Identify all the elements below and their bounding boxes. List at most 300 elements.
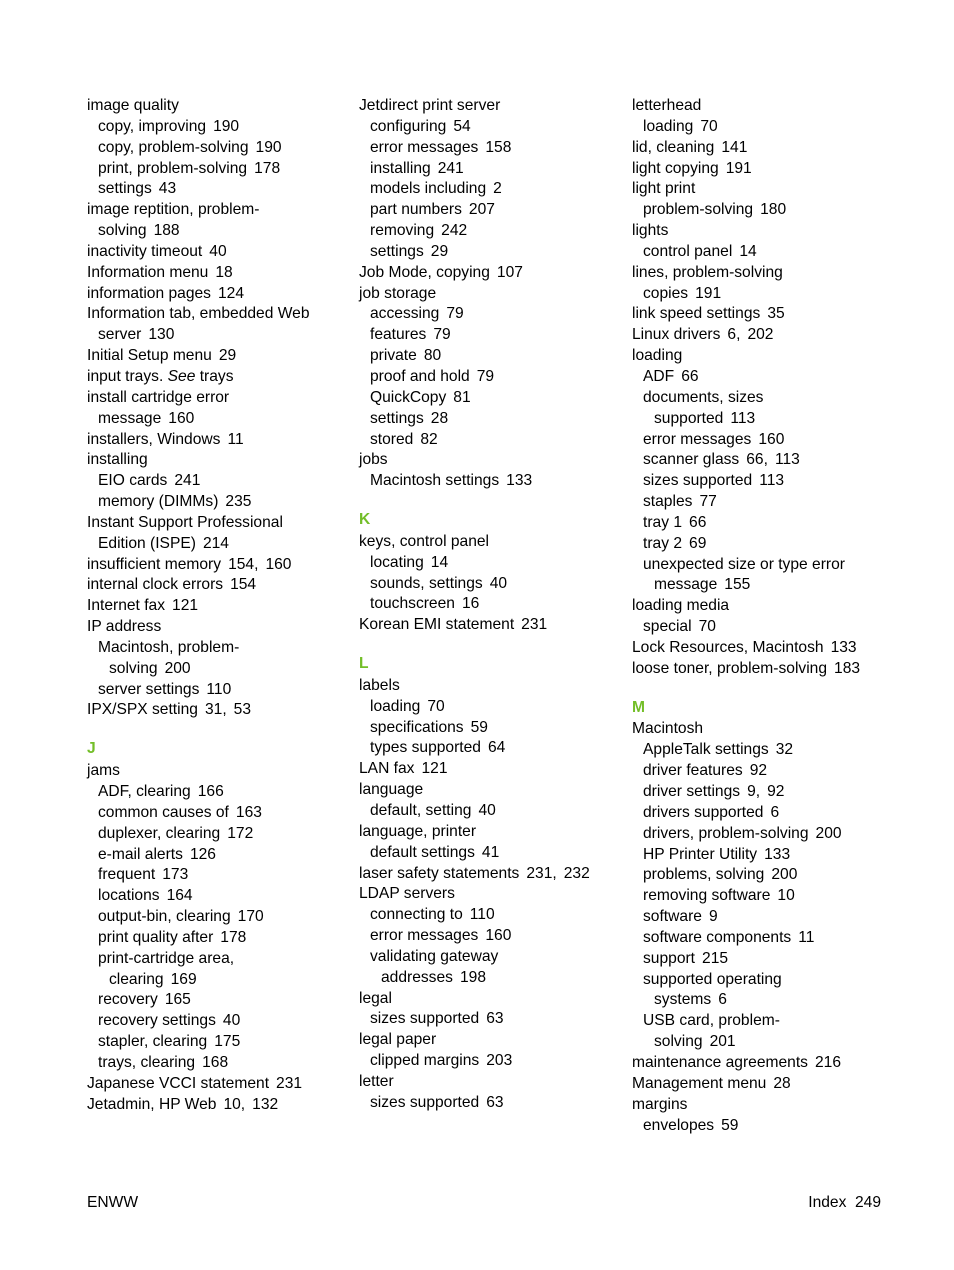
page-number: 92 [749, 762, 768, 780]
index-entry [632, 1011, 894, 1053]
index-entry [87, 1074, 349, 1095]
index-entry [359, 1030, 621, 1051]
term-text: error messages [370, 138, 479, 156]
index-term [87, 367, 349, 388]
page-number: 241 [437, 159, 464, 177]
index-term [87, 304, 349, 325]
see-reference-target: trays [199, 367, 234, 385]
index-term [632, 159, 894, 180]
index-entry [87, 179, 349, 200]
index-entry [632, 865, 894, 886]
index-term [359, 96, 621, 117]
term-text: models including [370, 180, 487, 198]
index-entry [632, 367, 894, 388]
index-entry [632, 596, 894, 617]
index-entry [632, 179, 894, 200]
index-term [87, 638, 349, 659]
page-number: 54 [453, 117, 471, 135]
index-entry [359, 697, 621, 718]
term-text: sizes supported [370, 1010, 480, 1028]
term-text: LAN fax [359, 760, 415, 778]
index-term [632, 325, 894, 346]
index-column-3 [632, 96, 894, 1136]
index-term [87, 159, 349, 180]
page-number: 124 [217, 284, 245, 302]
term-text: inactivity timeout [87, 242, 203, 260]
index-term [359, 532, 621, 553]
page-number: 41 [481, 843, 500, 861]
page-number: 160 [265, 555, 292, 573]
index-entry [359, 801, 621, 822]
term-text: light print [632, 180, 696, 198]
term-text: memory (DIMMs) [98, 493, 219, 511]
page-number: 133 [506, 472, 533, 490]
index-entry [87, 680, 349, 701]
index-term [632, 845, 894, 866]
page-number: 9, [747, 783, 761, 800]
index-term [87, 179, 349, 200]
index-entry [359, 532, 621, 553]
index-entry [87, 824, 349, 845]
index-term [632, 617, 894, 638]
term-text: light copying [632, 159, 719, 177]
index-entry [87, 138, 349, 159]
index-term [359, 1030, 621, 1051]
term-text: supported operating [643, 970, 782, 988]
term-text: Instant Support Professional [87, 513, 283, 531]
index-entry [87, 492, 349, 513]
index-entry [359, 200, 621, 221]
term-text: information pages [87, 284, 211, 302]
index-term [632, 221, 894, 242]
index-entry [359, 926, 621, 947]
index-entry [359, 947, 621, 989]
term-text: software [643, 908, 702, 926]
index-column-1 [87, 96, 349, 1116]
index-entry [632, 803, 894, 824]
page-number: 198 [459, 968, 486, 986]
page-number: 191 [725, 159, 752, 177]
page-number: 207 [468, 201, 495, 219]
term-text: software components [643, 928, 792, 946]
index-entry [87, 865, 349, 886]
term-text: Job Mode, copying [359, 263, 490, 281]
footer-publisher-code: ENWW [87, 1194, 139, 1211]
index-term-continuation [632, 575, 894, 596]
term-text: letter [359, 1072, 394, 1090]
term-text: ADF [643, 367, 675, 385]
index-term [87, 761, 349, 782]
term-text: lights [632, 222, 669, 240]
page-number: 132 [252, 1095, 279, 1113]
index-term [632, 865, 894, 886]
index-term-continuation [632, 990, 894, 1011]
index-entry [359, 574, 621, 595]
index-term [359, 1093, 621, 1114]
page-number: 40 [222, 1012, 241, 1030]
index-entry [87, 575, 349, 596]
index-term [632, 534, 894, 555]
term-text: solving [654, 1033, 703, 1051]
index-entry [632, 1116, 894, 1137]
term-text: problem-solving [643, 201, 754, 219]
index-term [87, 907, 349, 928]
index-entry [632, 346, 894, 367]
index-entry [359, 304, 621, 325]
term-text: configuring [370, 117, 447, 135]
index-term [87, 284, 349, 305]
page-number: 133 [764, 845, 791, 863]
page-number: 40 [478, 802, 496, 819]
term-text: documents, sizes [643, 388, 764, 406]
term-text: locations [98, 887, 160, 905]
page-number: 215 [702, 949, 729, 967]
page-number: 32 [775, 741, 794, 759]
index-term [359, 263, 621, 284]
footer-page-number: 249 [854, 1194, 881, 1211]
index-term [632, 928, 894, 949]
index-term [359, 221, 621, 242]
index-entry [359, 884, 621, 905]
index-term [359, 430, 621, 451]
term-text: install cartridge error [87, 388, 230, 406]
index-term [632, 740, 894, 761]
index-entry [87, 782, 349, 803]
index-term [87, 263, 349, 284]
index-term-continuation [87, 659, 349, 680]
index-letter-heading: K [359, 511, 371, 529]
index-entry [359, 96, 621, 117]
term-text: frequent [98, 866, 156, 884]
index-entry [359, 117, 621, 138]
page-number: 169 [170, 970, 197, 988]
page-number: 14 [430, 553, 449, 571]
index-term [632, 1116, 894, 1137]
index-term [632, 304, 894, 325]
index-term [87, 596, 349, 617]
index-term-continuation [87, 534, 349, 555]
term-text: image quality [87, 97, 179, 114]
index-term [632, 1074, 894, 1095]
page-number: 92 [767, 783, 785, 800]
term-text: solving [109, 659, 158, 677]
index-entry [359, 989, 621, 1010]
term-text: print, problem-solving [98, 159, 248, 177]
page-number: 190 [255, 138, 282, 156]
index-entry [632, 824, 894, 845]
term-text: settings [98, 180, 152, 198]
index-entry [359, 409, 621, 430]
page-number: 59 [721, 1116, 739, 1134]
term-text: driver settings [643, 783, 741, 800]
term-text: lid, cleaning [632, 138, 715, 156]
index-entry [632, 845, 894, 866]
index-entry [632, 388, 894, 430]
index-entry [632, 907, 894, 928]
index-term [632, 346, 894, 367]
term-text: keys, control panel [359, 532, 490, 550]
term-text: Edition (ISPE) [98, 534, 196, 552]
index-term [359, 574, 621, 595]
index-entry [632, 325, 894, 346]
page-number: 77 [699, 493, 717, 511]
index-entry [87, 1032, 349, 1053]
page-number: 200 [815, 824, 842, 842]
index-entry [359, 843, 621, 864]
term-text: unexpected size or type error [643, 555, 845, 573]
index-term [87, 96, 349, 117]
index-entry [87, 200, 349, 242]
index-entry [87, 638, 349, 680]
page-number: 64 [487, 739, 506, 757]
index-term [87, 430, 349, 451]
index-entry [359, 221, 621, 242]
page-number: 183 [834, 659, 861, 677]
index-entry [632, 928, 894, 949]
term-text: default, setting [370, 802, 472, 819]
index-entry [87, 388, 349, 430]
term-text: loading [370, 697, 421, 715]
index-term [359, 594, 621, 615]
term-text: drivers supported [643, 803, 764, 821]
index-entry [87, 284, 349, 305]
term-text: scanner glass [643, 451, 740, 469]
term-text: legal paper [359, 1031, 437, 1049]
index-term [359, 138, 621, 159]
index-term [359, 676, 621, 697]
index-term [87, 575, 349, 596]
page-number: 113 [730, 409, 756, 427]
index-entry [359, 138, 621, 159]
index-entry [359, 676, 621, 697]
index-entry [632, 242, 894, 263]
index-entry [87, 1053, 349, 1074]
index-term [87, 1074, 349, 1095]
term-text: accessing [370, 305, 440, 323]
index-entry [87, 1095, 349, 1116]
term-text: tray 2 [643, 534, 682, 552]
page-number: 70 [698, 618, 716, 636]
index-entry [87, 159, 349, 180]
index-entry [87, 907, 349, 928]
page-number: 231 [276, 1074, 303, 1092]
page-number: 163 [235, 803, 262, 821]
page-number: 216 [815, 1053, 842, 1071]
term-text: sizes supported [370, 1093, 480, 1111]
term-text: letterhead [632, 97, 702, 114]
index-entry [632, 617, 894, 638]
term-text: copy, improving [98, 117, 207, 135]
page-number: 164 [166, 887, 193, 905]
term-text: Lock Resources, Macintosh [632, 638, 824, 656]
term-text: Management menu [632, 1074, 767, 1092]
index-term [359, 553, 621, 574]
term-text: sizes supported [643, 472, 753, 490]
page-number: 190 [213, 117, 240, 135]
index-term [87, 680, 349, 701]
term-text: connecting to [370, 906, 463, 924]
index-column-2 [359, 96, 621, 1114]
term-text: message [654, 576, 718, 594]
term-text: driver features [643, 762, 743, 780]
term-text: Macintosh, problem- [98, 638, 240, 656]
index-term [359, 304, 621, 325]
index-entry [87, 304, 349, 346]
page-number: 231, [526, 864, 557, 882]
index-term [87, 1095, 349, 1116]
index-entry [632, 430, 894, 451]
page-number: 63 [486, 1093, 504, 1111]
page-number: 29 [218, 347, 237, 365]
term-text: touchscreen [370, 595, 455, 613]
index-term [359, 989, 621, 1010]
index-term [87, 803, 349, 824]
index-term [87, 242, 349, 263]
term-text: server [98, 326, 142, 344]
index-entry [359, 179, 621, 200]
index-entry [359, 864, 621, 885]
term-text: error messages [643, 430, 752, 448]
page-number: 70 [427, 697, 445, 715]
footer-section-label: Index [808, 1194, 847, 1211]
index-term [359, 780, 621, 801]
index-entry [632, 471, 894, 492]
page-number: 188 [153, 222, 180, 240]
index-entry [359, 759, 621, 780]
index-term [87, 1011, 349, 1032]
page-number: 178 [254, 159, 281, 177]
index-term-continuation [87, 221, 349, 242]
term-text: settings [370, 242, 424, 260]
index-term [359, 388, 621, 409]
index-entry [359, 594, 621, 615]
index-term-continuation [632, 1032, 894, 1053]
index-entry [87, 803, 349, 824]
index-term [87, 138, 349, 159]
index-entry [359, 263, 621, 284]
index-term [359, 884, 621, 905]
index-term [359, 346, 621, 367]
index-term [632, 970, 894, 991]
index-term [87, 824, 349, 845]
index-term [359, 615, 621, 636]
term-text: input trays. [87, 367, 164, 385]
term-text: Linux drivers [632, 326, 721, 344]
term-text: control panel [643, 242, 733, 260]
index-entry [632, 534, 894, 555]
index-term [87, 513, 349, 534]
index-term [359, 450, 621, 471]
page-number: 201 [709, 1033, 736, 1051]
index-entry [87, 761, 349, 782]
page-number: 18 [215, 263, 233, 281]
index-term [632, 96, 894, 117]
page-number: 214 [202, 534, 229, 552]
page-number: 9 [708, 908, 718, 926]
index-term [359, 697, 621, 718]
term-text: EIO cards [98, 472, 168, 490]
index-term [359, 284, 621, 305]
index-entry [632, 638, 894, 659]
term-text: Initial Setup menu [87, 347, 212, 365]
index-letter-heading: L [359, 655, 369, 673]
index-entry [632, 970, 894, 1012]
index-entry [632, 304, 894, 325]
index-entry [87, 450, 349, 471]
index-entry [87, 117, 349, 138]
page-number: 113 [759, 472, 785, 490]
page-number: 110 [469, 906, 495, 924]
index-entry [87, 96, 349, 117]
index-term-continuation [87, 409, 349, 430]
page-number: 191 [695, 284, 722, 302]
term-text: error messages [370, 927, 479, 945]
page-number: 166 [197, 783, 224, 800]
term-text: output-bin, clearing [98, 908, 231, 926]
page-number: 66 [681, 367, 699, 385]
footer-left [87, 1193, 138, 1213]
index-term [632, 200, 894, 221]
index-term [632, 638, 894, 659]
index-term [87, 949, 349, 970]
page-number: 6 [770, 803, 780, 821]
term-text: support [643, 949, 696, 967]
index-term [359, 200, 621, 221]
term-text: envelopes [643, 1116, 715, 1134]
page-number: 79 [446, 305, 464, 323]
term-text: clearing [109, 970, 164, 988]
page-number: 160 [168, 409, 195, 427]
index-entry [359, 388, 621, 409]
index-term [359, 905, 621, 926]
index-entry [632, 284, 894, 305]
page-number: 141 [721, 138, 748, 156]
index-entry [359, 905, 621, 926]
index-term [632, 367, 894, 388]
term-text: job storage [359, 284, 437, 302]
index-term [632, 782, 894, 803]
term-text: e-mail alerts [98, 845, 183, 863]
term-text: supported [654, 409, 724, 427]
index-term [632, 907, 894, 928]
page-number: 160 [485, 927, 512, 945]
index-term [87, 450, 349, 471]
page-number: 180 [760, 201, 787, 219]
term-text: server settings [98, 680, 200, 698]
index-term [632, 659, 894, 680]
index-entry [632, 740, 894, 761]
page-number: 29 [430, 242, 449, 260]
index-entry [359, 780, 621, 801]
index-letter-heading: M [632, 698, 645, 716]
index-term [632, 596, 894, 617]
index-term [632, 949, 894, 970]
term-text: IP address [87, 618, 162, 636]
index-entry [632, 555, 894, 597]
page-number: 172 [227, 824, 254, 842]
term-text: stored [370, 430, 414, 448]
term-text: Japanese VCCI statement [87, 1074, 270, 1092]
index-term [632, 284, 894, 305]
term-text: stapler, clearing [98, 1033, 208, 1051]
term-text: loading [643, 117, 694, 135]
term-text: insufficient memory [87, 555, 222, 573]
index-term [87, 346, 349, 367]
index-entry [632, 1053, 894, 1074]
index-entry [359, 284, 621, 305]
index-term [87, 928, 349, 949]
term-text: legal [359, 989, 392, 1007]
